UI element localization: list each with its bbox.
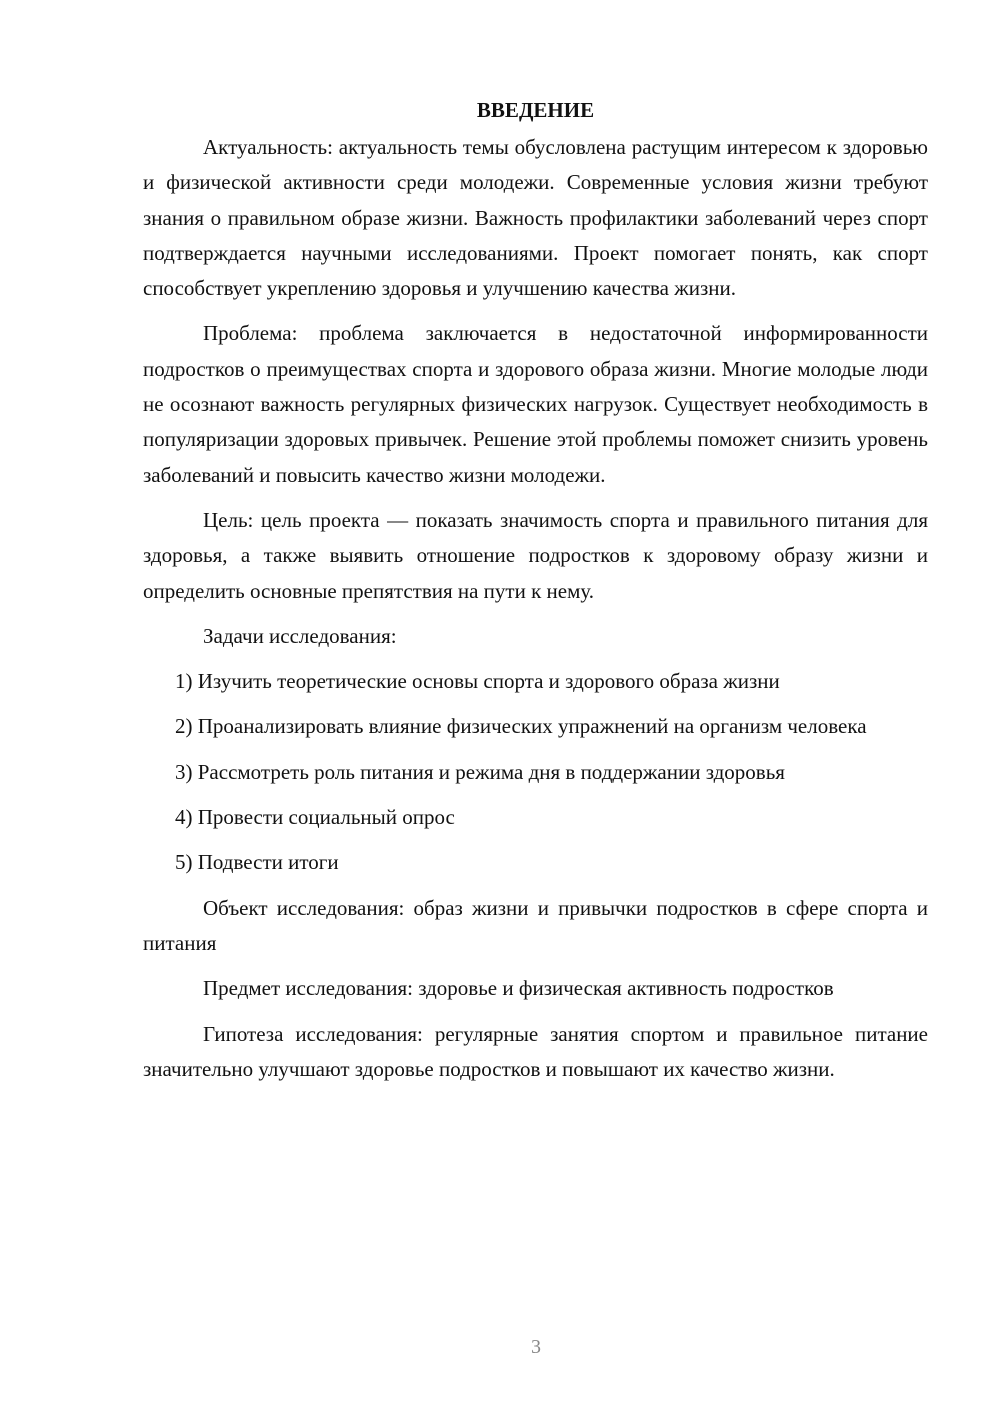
page-number: 3: [531, 1336, 541, 1358]
paragraph-problem: Проблема: проблема заключается в недостаточной информированности подростков о преимуществах спорта и здорового образа жизни. Многие молодые люди не осознают важность регулярных физических нагрузок. Существует необходимость в популяризации здоровых привычек. Решение этой проблемы поможет снизить уровень заболеваний и повысить качество жизни молодежи.: [143, 321, 928, 487]
list-item: 3) Рассмотреть роль питания и режима дня в поддержании здоровья: [175, 759, 785, 784]
paragraph-relevance: Актуальность: актуальность темы обусловлена растущим интересом к здоровью и физической активности среди молодежи. Современные условия жизни требуют знания о правильном образе жизни. Важность профилактики заболеваний через спорт подтверждается научными исследованиями. Проект помогает понять, как спорт способствует укреплению здоровья и улучшению качества жизни.: [143, 135, 928, 301]
list-item: 1) Изучить теоретические основы спорта и здорового образа жизни: [175, 669, 780, 694]
paragraph-object: Объект исследования: образ жизни и привычки подростков в сфере спорта и питания: [143, 895, 928, 955]
paragraph-goal: Цель: цель проекта — показать значимость спорта и правильного питания для здоровья, а также выявить отношение подростков к здоровому образу жизни и определить основные препятствия на пути к нему.: [143, 507, 928, 603]
list-item: 4) Провести социальный опрос: [175, 805, 455, 830]
tasks-list: [143, 664, 928, 880]
document-body: [143, 92, 928, 1097]
paragraph-hypothesis: Гипотеза исследования: регулярные занятия спортом и правильное питание значительно улучшают здоровье подростков и повышают их качество жизни.: [143, 1021, 928, 1081]
list-item: 5) Подвести итоги: [175, 850, 339, 875]
tasks-heading: Задачи исследования:: [203, 623, 397, 648]
paragraph-subject: Предмет исследования: здоровье и физическая активность подростков: [203, 976, 834, 1001]
section-title: ВВЕДЕНИЕ: [476, 98, 595, 122]
list-item: 2) Проанализировать влияние физических упражнений на организм человека: [175, 714, 867, 739]
